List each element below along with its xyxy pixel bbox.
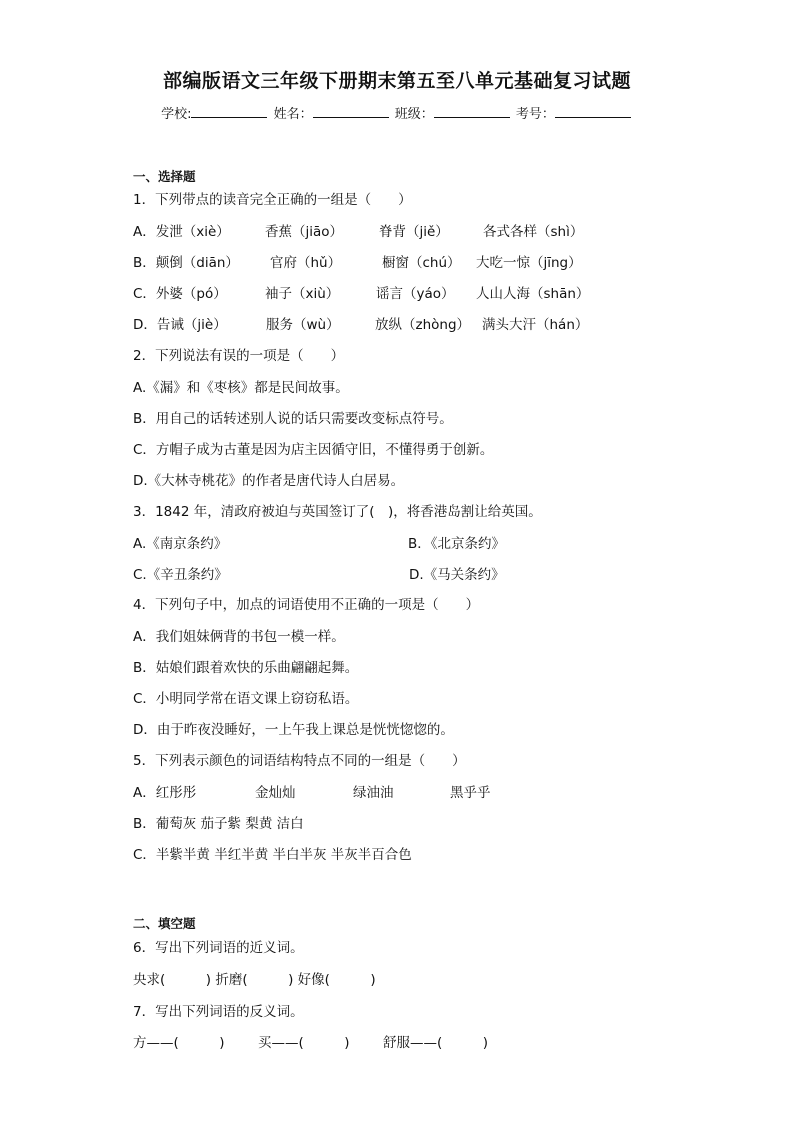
number-label: 考号： — [515, 107, 555, 122]
antonym-item: 舒服——( ) — [383, 1035, 489, 1051]
option-word: 各式各样（shì） — [483, 224, 584, 240]
option-word: 大吃一惊（jīng） — [476, 255, 582, 271]
option-word: 脊背（jiě） — [379, 224, 449, 240]
option-word: 袖子（xiù） — [265, 286, 340, 302]
question-4-option-b: B．姑娘们跟着欢快的乐曲翩翩起舞。 — [133, 660, 359, 676]
option-word: 服务（wù） — [266, 317, 340, 333]
school-blank[interactable] — [191, 105, 267, 118]
question-3-option-b: B．《北京条约》 — [408, 536, 506, 552]
section-heading-choice: 一、选择题 — [133, 169, 196, 184]
question-1-option-a — [133, 223, 693, 241]
question-4-stem: 4．下列句子中，加点的词语使用不正确的一项是（ ） — [133, 597, 480, 613]
question-3-stem: 3．1842 年，清政府被迫与英国签订了( )，将香港岛割让给英国。 — [133, 504, 542, 520]
question-5-option-b: B．葡萄灰 茄子紫 梨黄 洁白 — [133, 816, 304, 832]
question-6-stem: 6．写出下列词语的近义词。 — [133, 940, 304, 956]
class-label: 班级： — [394, 107, 434, 122]
question-1-option-d — [133, 316, 693, 334]
option-word: A．红彤彤 — [133, 785, 197, 801]
question-4-option-c: C．小明同学常在语文课上窃窃私语。 — [133, 691, 359, 707]
option-word: 谣言（yáo） — [376, 286, 455, 302]
option-word: B．颠倒（diān） — [133, 255, 239, 271]
name-blank[interactable] — [313, 105, 389, 118]
question-2-option-d: D.《大林寺桃花》的作者是唐代诗人白居易。 — [133, 473, 405, 489]
question-2-option-a: A.《漏》和《枣核》都是民间故事。 — [133, 380, 349, 396]
question-3-option-d: D.《马关条约》 — [409, 567, 505, 583]
question-2-stem: 2．下列说法有误的一项是（ ） — [133, 348, 345, 364]
question-2-option-c: C．方帽子成为古董是因为店主因循守旧，不懂得勇于创新。 — [133, 442, 494, 458]
question-1-stem: 1．下列带点的读音完全正确的一组是（ ） — [133, 192, 412, 208]
question-1-option-b — [133, 254, 693, 272]
option-word: 香蕉（jiāo） — [265, 224, 344, 240]
question-4-option-d: D．由于昨夜没睡好，一上午我上课总是恍恍惚惚的。 — [133, 722, 454, 738]
option-word: 人山人海（shān） — [476, 286, 590, 302]
question-6-blanks: 央求( ) 折磨( ) 好像( ) — [133, 972, 376, 988]
option-word: 满头大汗（hán） — [482, 317, 589, 333]
antonym-item: 买——( ) — [258, 1035, 350, 1051]
option-word: 放纵（zhòng） — [375, 317, 471, 333]
question-3-options-row2 — [133, 566, 693, 584]
question-4-option-a: A．我们姐妹俩背的书包一模一样。 — [133, 629, 345, 645]
option-word: 官府（hǔ） — [270, 255, 342, 271]
option-word: 绿油油 — [353, 785, 394, 801]
option-word: C．外婆（pó） — [133, 286, 227, 302]
question-2-option-b: B．用自己的话转述别人说的话只需要改变标点符号。 — [133, 411, 453, 427]
section-heading-fill: 二、填空题 — [133, 916, 196, 931]
option-word: 橱窗（chú） — [382, 255, 461, 271]
question-3-option-c: C.《辛丑条约》 — [133, 567, 228, 583]
number-blank[interactable] — [555, 105, 631, 118]
question-3-options-row1 — [133, 535, 693, 553]
question-7-blanks — [133, 1034, 693, 1052]
option-word: 黑乎乎 — [450, 785, 491, 801]
question-5-option-c: C．半紫半黄 半红半黄 半白半灰 半灰半百合色 — [133, 847, 412, 863]
student-info-line — [0, 103, 794, 122]
option-word: D．告诫（jiè） — [133, 317, 227, 333]
question-1-option-c — [133, 285, 693, 303]
page-title: 部编版语文三年级下册期末第五至八单元基础复习试题 — [162, 70, 631, 92]
class-blank[interactable] — [434, 105, 510, 118]
antonym-item: 方——( ) — [133, 1035, 225, 1051]
option-word: A．发泄（xiè） — [133, 224, 230, 240]
question-7-stem: 7．写出下列词语的反义词。 — [133, 1004, 304, 1020]
question-3-option-a: A.《南京条约》 — [133, 536, 228, 552]
school-label: 学校: — [161, 107, 192, 122]
name-label: 姓名： — [273, 107, 313, 122]
question-5-option-a — [133, 784, 693, 802]
option-word: 金灿灿 — [255, 785, 296, 801]
question-5-stem: 5．下列表示颜色的词语结构特点不同的一组是（ ） — [133, 753, 466, 769]
